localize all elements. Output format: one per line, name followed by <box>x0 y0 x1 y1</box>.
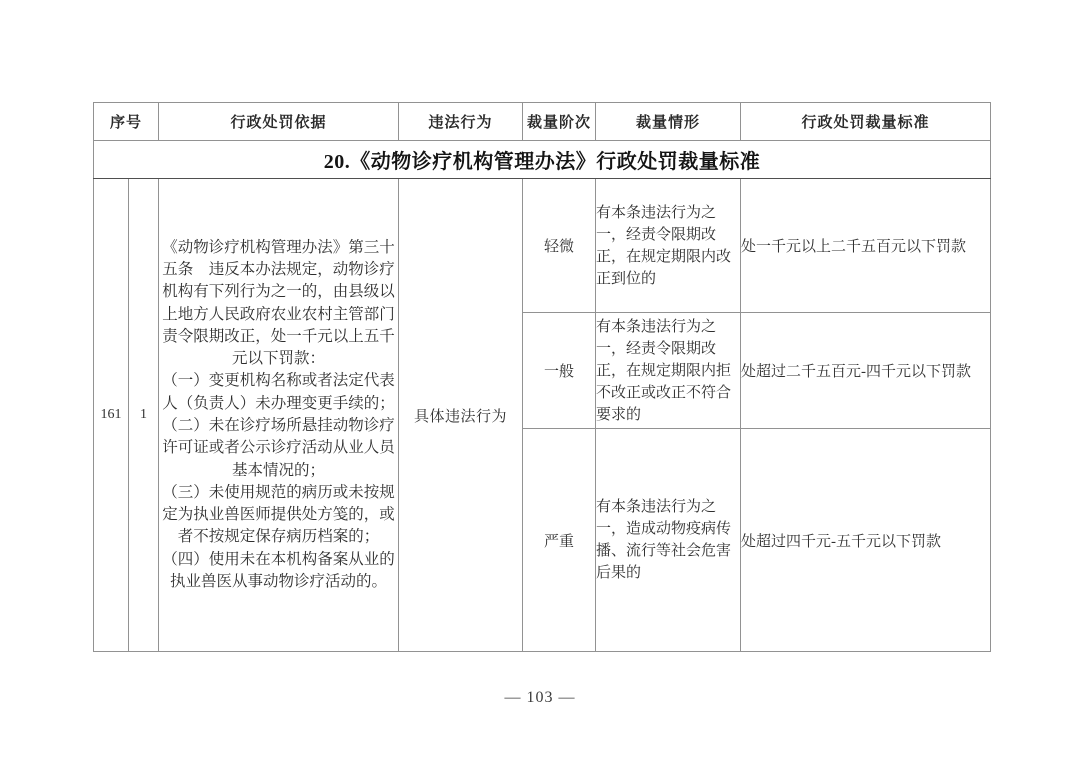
tier-situation-cell-general: 有本条违法行为之一，经责令限期改正，在规定期限内拒不改正或改正不符合要求的 <box>596 313 741 429</box>
tier-level-cell-severe: 严重 <box>523 429 596 652</box>
section-title-row <box>94 141 991 179</box>
tier-standard-cell-minor: 处一千元以上二千五百元以下罚款 <box>741 179 991 313</box>
header-discretion-tier: 裁量阶次 <box>523 103 596 141</box>
tier-standard-cell-general: 处超过二千五百元-四千元以下罚款 <box>741 313 991 429</box>
penalty-standards-table <box>93 102 991 652</box>
tier-standard-cell-severe: 处超过四千元-五千元以下罚款 <box>741 429 991 652</box>
header-penalty-basis: 行政处罚依据 <box>159 103 399 141</box>
basis-paragraph: （三）未使用规范的病历或未按规定为执业兽医师提供处方笺的，或者不按规定保存病历档案的； <box>162 483 395 546</box>
sub-serial-number-cell: 1 <box>129 179 159 652</box>
basis-paragraph: （一）变更机构名称或者法定代表人（负责人）未办理变更手续的； <box>162 372 395 412</box>
penalty-basis-cell <box>159 179 399 652</box>
header-serial-number: 序号 <box>94 103 159 141</box>
tier-level-cell-general: 一般 <box>523 313 596 429</box>
illegal-behavior-cell: 具体违法行为 <box>399 179 523 652</box>
section-title: 20.《动物诊疗机构管理办法》行政处罚裁量标准 <box>94 141 991 179</box>
header-penalty-standard: 行政处罚裁量标准 <box>741 103 991 141</box>
header-illegal-behavior: 违法行为 <box>399 103 523 141</box>
serial-number-cell: 161 <box>94 179 129 652</box>
tier-situation-cell-severe: 有本条违法行为之一，造成动物疫病传播、流行等社会危害后果的 <box>596 429 741 652</box>
basis-paragraph: （二）未在诊疗场所悬挂动物诊疗许可证或者公示诊疗活动从业人员基本情况的； <box>162 417 395 479</box>
tier-situation-cell-minor: 有本条违法行为之一，经责令限期改正，在规定期限内改正到位的 <box>596 179 741 313</box>
basis-paragraph: 《动物诊疗机构管理办法》第三十五条 违反本办法规定，动物诊疗机构有下列行为之一的，由县级以上地方人民政府农业农村主管部门责令限期改正，处一千元以上五千元以下罚款： <box>162 238 395 368</box>
page-number: — 103 — <box>504 689 576 706</box>
basis-paragraph: （四）使用未在本机构备案从业的执业兽医从事动物诊疗活动的。 <box>162 550 395 591</box>
table-header-row <box>94 103 991 141</box>
tier-level-cell-minor: 轻微 <box>523 179 596 313</box>
table-row-tier-minor <box>94 179 991 313</box>
header-discretion-situation: 裁量情形 <box>596 103 741 141</box>
